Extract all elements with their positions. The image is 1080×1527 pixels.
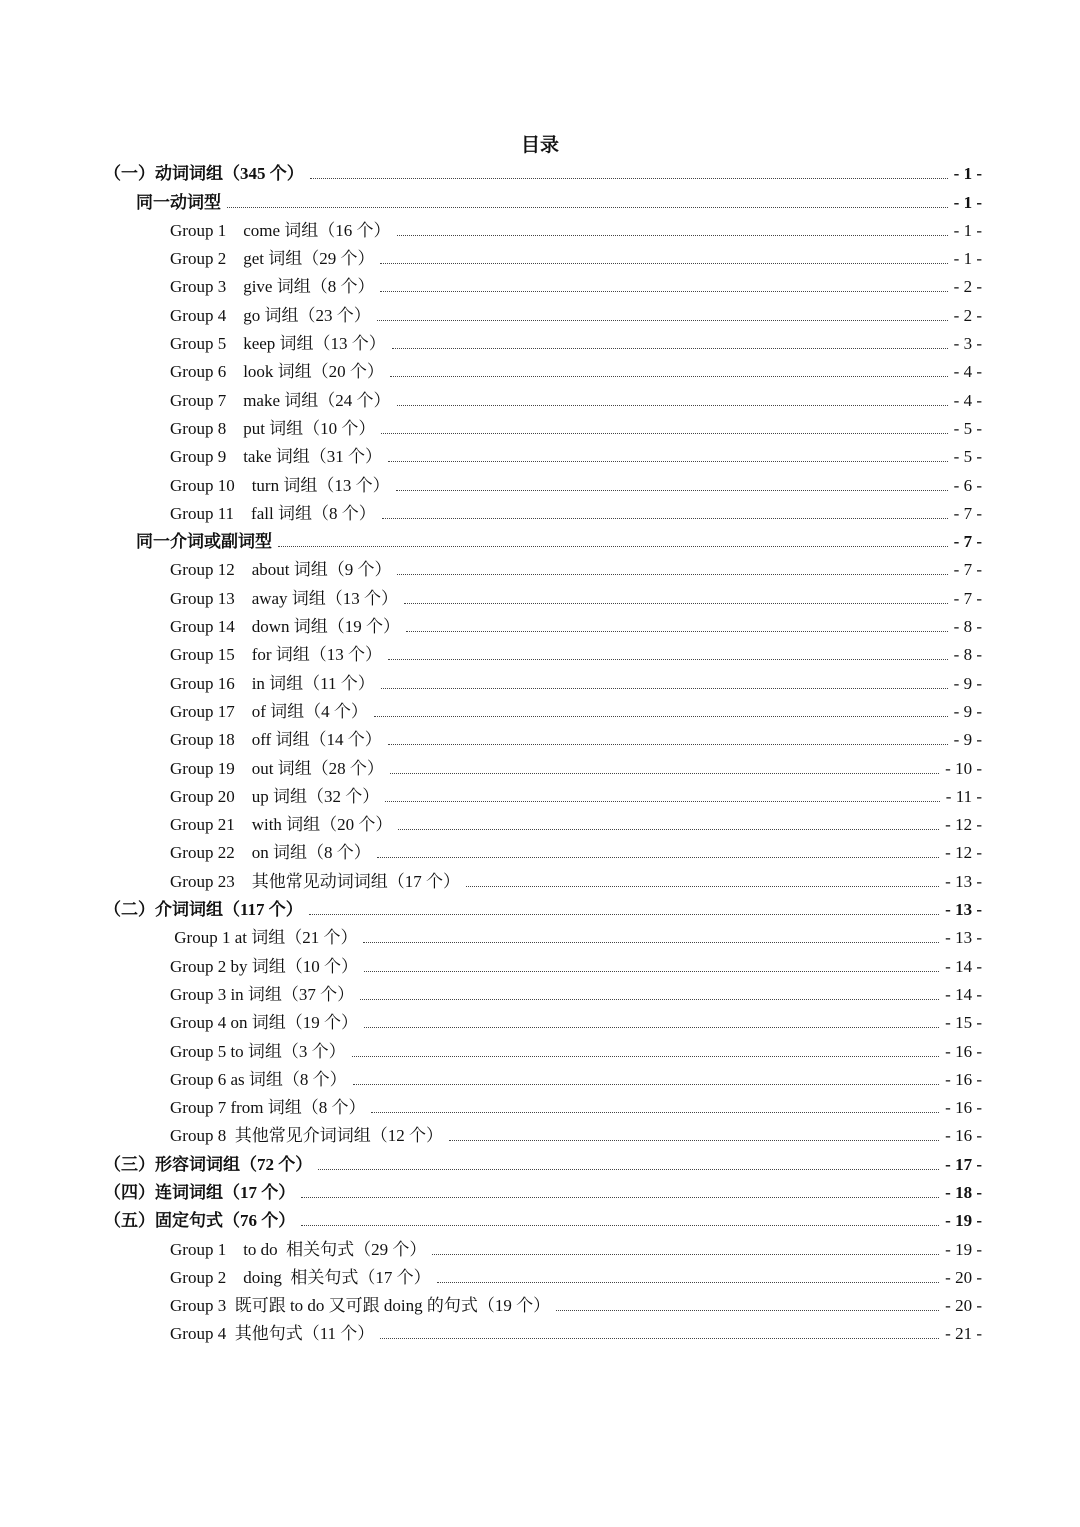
toc-dot-leader: [301, 1225, 939, 1226]
toc-group-entry[interactable]: [0, 951, 1080, 979]
toc-dot-leader: [397, 405, 948, 406]
toc-dot-leader: [397, 235, 948, 236]
toc-entry-label: （二）介词词组（117 个）: [104, 900, 303, 920]
toc-dot-leader: [318, 1169, 939, 1170]
toc-entry-label: Group 20 up 词组（32 个）: [170, 786, 380, 806]
toc-dot-leader: [432, 1254, 939, 1255]
toc-dot-leader: [381, 688, 948, 689]
toc-group-entry[interactable]: [0, 866, 1080, 894]
toc-entry-label: Group 8 其他常见介词词组（12 个）: [170, 1126, 443, 1146]
toc-entry-label: Group 12 about 词组（9 个）: [170, 560, 392, 580]
toc-entry-label: Group 3 give 词组（8 个）: [170, 277, 375, 297]
toc-entry-label: Group 5 keep 词组（13 个）: [170, 334, 386, 354]
toc-dot-leader: [385, 801, 940, 802]
toc-group-entry[interactable]: [0, 725, 1080, 753]
toc-entry-label: Group 6 as 词组（8 个）: [170, 1069, 347, 1089]
toc-entry-label: （三）形容词词组（72 个）: [104, 1154, 313, 1174]
toc-dot-leader: [374, 716, 948, 717]
toc-dot-leader: [396, 490, 948, 491]
toc-group-entry[interactable]: [0, 1121, 1080, 1149]
toc-subsection-entry[interactable]: [0, 527, 1080, 555]
toc-entry-label: （五）固定句式（76 个）: [104, 1211, 296, 1231]
toc-entry-label: Group 14 down 词组（19 个）: [170, 617, 400, 637]
toc-section-entry[interactable]: [0, 895, 1080, 923]
toc-group-entry[interactable]: [0, 357, 1080, 385]
toc-entry-label: Group 16 in 词组（11 个）: [170, 673, 375, 693]
toc-group-entry[interactable]: [0, 697, 1080, 725]
toc-entry-label: Group 13 away 词组（13 个）: [170, 588, 399, 608]
toc-group-entry[interactable]: [0, 1036, 1080, 1064]
toc-entry-label: Group 18 off 词组（14 个）: [170, 730, 382, 750]
toc-page-number: - 7 -: [953, 560, 982, 580]
toc-page-number: - 8 -: [953, 645, 982, 665]
toc-page-number: - 9 -: [953, 701, 982, 721]
toc-page-number: - 12 -: [945, 815, 982, 835]
toc-page-number: - 7 -: [953, 532, 982, 552]
toc-dot-leader: [380, 263, 947, 264]
toc-entry-label: Group 4 其他句式（11 个）: [170, 1324, 375, 1344]
toc-page-number: - 13 -: [945, 928, 982, 948]
toc-group-entry[interactable]: [0, 1319, 1080, 1347]
toc-group-entry[interactable]: [0, 499, 1080, 527]
toc-page-number: - 9 -: [953, 730, 982, 750]
toc-section-entry[interactable]: [0, 1149, 1080, 1177]
toc-page-number: - 16 -: [945, 1126, 982, 1146]
toc-page-number: - 11 -: [945, 786, 982, 806]
toc-group-entry[interactable]: [0, 1008, 1080, 1036]
toc-group-entry[interactable]: [0, 414, 1080, 442]
toc-entry-label: Group 10 turn 词组（13 个）: [170, 475, 390, 495]
toc-dot-leader: [377, 857, 939, 858]
toc-dot-leader: [364, 971, 939, 972]
toc-dot-leader: [360, 999, 939, 1000]
toc-entry-label: Group 21 with 词组（20 个）: [170, 815, 393, 835]
toc-group-entry[interactable]: [0, 555, 1080, 583]
toc-page-number: - 10 -: [945, 758, 982, 778]
toc-page-number: - 7 -: [953, 588, 982, 608]
toc-dot-leader: [449, 1140, 939, 1141]
toc-entry-label: Group 1 to do 相关句式（29 个）: [170, 1239, 427, 1259]
toc-section-entry[interactable]: [0, 1178, 1080, 1206]
toc-group-entry[interactable]: [0, 1263, 1080, 1291]
toc-dot-leader: [390, 773, 939, 774]
toc-page-number: - 19 -: [945, 1239, 982, 1259]
toc-page-number: - 20 -: [945, 1267, 982, 1287]
toc-dot-leader: [381, 433, 947, 434]
toc-page-number: - 2 -: [953, 305, 982, 325]
toc-dot-leader: [398, 829, 939, 830]
toc-entry-label: Group 2 by 词组（10 个）: [170, 956, 358, 976]
toc-page-number: - 16 -: [945, 1069, 982, 1089]
toc-entry-label: Group 9 take 词组（31 个）: [170, 447, 383, 467]
toc-page-number: - 20 -: [945, 1296, 982, 1316]
toc-page-number: - 5 -: [953, 447, 982, 467]
toc-dot-leader: [556, 1310, 939, 1311]
toc-page-number: - 6 -: [953, 475, 982, 495]
toc-entry-label: Group 23 其他常见动词词组（17 个）: [170, 871, 460, 891]
toc-page-number: - 7 -: [953, 503, 982, 523]
toc-page-number: - 13 -: [945, 871, 982, 891]
toc-group-entry[interactable]: [0, 272, 1080, 300]
toc-entry-label: Group 11 fall 词组（8 个）: [170, 503, 376, 523]
toc-dot-leader: [371, 1112, 939, 1113]
toc-page-number: - 8 -: [953, 617, 982, 637]
toc-entry-label: Group 3 in 词组（37 个）: [170, 984, 355, 1004]
toc-group-entry[interactable]: [0, 810, 1080, 838]
toc-page-number: - 5 -: [953, 418, 982, 438]
toc-group-entry[interactable]: [0, 442, 1080, 470]
toc-entry-label: Group 1 come 词组（16 个）: [170, 220, 391, 240]
toc-page-number: - 17 -: [945, 1154, 982, 1174]
toc-dot-leader: [310, 178, 948, 179]
toc-dot-leader: [352, 1056, 940, 1057]
toc-group-entry[interactable]: [0, 1065, 1080, 1093]
toc-section-entry[interactable]: [0, 1206, 1080, 1234]
toc-entry-label: Group 19 out 词组（28 个）: [170, 758, 384, 778]
toc-group-entry[interactable]: [0, 753, 1080, 781]
toc-dot-leader: [227, 207, 948, 208]
toc-subsection-entry[interactable]: [0, 187, 1080, 215]
toc-dot-leader: [466, 886, 939, 887]
toc-title: 目录: [520, 135, 559, 156]
toc-entry-label: Group 7 from 词组（8 个）: [170, 1098, 366, 1118]
toc-dot-leader: [397, 574, 947, 575]
toc-group-entry[interactable]: [0, 300, 1080, 328]
toc-group-entry[interactable]: [0, 923, 1080, 951]
toc-page-number: - 15 -: [945, 1013, 982, 1033]
toc-entry-label: 同一动词型: [136, 192, 221, 212]
toc-dot-leader: [377, 320, 948, 321]
toc-section-entry[interactable]: [0, 159, 1080, 187]
toc-group-entry[interactable]: [0, 838, 1080, 866]
toc-group-entry[interactable]: [0, 668, 1080, 696]
toc-dot-leader: [301, 1197, 939, 1198]
toc-entry-label: Group 1 at 词组（21 个）: [170, 928, 358, 948]
toc-page-number: - 16 -: [945, 1041, 982, 1061]
toc-entry-label: Group 2 get 词组（29 个）: [170, 249, 375, 269]
toc-dot-leader: [380, 1338, 939, 1339]
toc-entry-label: Group 17 of 词组（4 个）: [170, 701, 368, 721]
toc-group-entry[interactable]: [0, 1093, 1080, 1121]
toc-page-number: - 1 -: [953, 164, 982, 184]
toc-dot-leader: [437, 1282, 940, 1283]
toc-page-number: - 1 -: [953, 249, 982, 269]
toc-page-number: - 2 -: [953, 277, 982, 297]
toc-entry-label: Group 7 make 词组（24 个）: [170, 390, 391, 410]
toc-dot-leader: [406, 631, 948, 632]
toc-page-number: - 14 -: [945, 984, 982, 1004]
toc-group-entry[interactable]: [0, 583, 1080, 611]
toc-entry-label: Group 6 look 词组（20 个）: [170, 362, 384, 382]
toc-page-number: - 4 -: [953, 362, 982, 382]
toc-group-entry[interactable]: [0, 1291, 1080, 1319]
toc-dot-leader: [363, 942, 939, 943]
toc-page-number: - 12 -: [945, 843, 982, 863]
toc-entry-label: Group 4 go 词组（23 个）: [170, 305, 371, 325]
toc-page-number: - 13 -: [945, 900, 982, 920]
toc-entry-label: Group 2 doing 相关句式（17 个）: [170, 1267, 431, 1287]
toc-dot-leader: [364, 1027, 939, 1028]
toc-dot-leader: [388, 744, 948, 745]
toc-page-number: - 1 -: [953, 192, 982, 212]
toc-page-number: - 3 -: [953, 334, 982, 354]
toc-entry-label: Group 4 on 词组（19 个）: [170, 1013, 358, 1033]
toc-page-number: - 9 -: [953, 673, 982, 693]
toc-group-entry[interactable]: [0, 980, 1080, 1008]
toc-entry-label: Group 5 to 词组（3 个）: [170, 1041, 346, 1061]
toc-entry-label: Group 3 既可跟 to do 又可跟 doing 的句式（19 个）: [170, 1296, 551, 1316]
toc-dot-leader: [390, 376, 948, 377]
toc-entry-label: Group 15 for 词组（13 个）: [170, 645, 383, 665]
toc-dot-leader: [388, 461, 948, 462]
toc-group-entry[interactable]: [0, 640, 1080, 668]
toc-page-number: - 19 -: [945, 1211, 982, 1231]
toc-group-entry[interactable]: [0, 329, 1080, 357]
toc-page-number: - 14 -: [945, 956, 982, 976]
toc-dot-leader: [353, 1084, 940, 1085]
toc-group-entry[interactable]: [0, 470, 1080, 498]
toc-group-entry[interactable]: [0, 216, 1080, 244]
toc-dot-leader: [380, 291, 947, 292]
toc-group-entry[interactable]: [0, 1234, 1080, 1262]
toc-dot-leader: [382, 518, 948, 519]
toc-entry-label: Group 22 on 词组（8 个）: [170, 843, 371, 863]
toc-page-number: - 16 -: [945, 1098, 982, 1118]
toc-dot-leader: [404, 603, 948, 604]
toc-dot-leader: [388, 659, 948, 660]
toc-group-entry[interactable]: [0, 782, 1080, 810]
toc-group-entry[interactable]: [0, 244, 1080, 272]
toc-entry-label: （一）动词词组（345 个）: [104, 164, 304, 184]
toc-entry-label: 同一介词或副词型: [136, 532, 272, 552]
toc-group-entry[interactable]: [0, 612, 1080, 640]
toc-page-number: - 4 -: [953, 390, 982, 410]
table-of-contents: [0, 159, 1080, 1347]
toc-page-number: - 21 -: [945, 1324, 982, 1344]
toc-group-entry[interactable]: [0, 385, 1080, 413]
toc-page-number: - 18 -: [945, 1182, 982, 1202]
toc-entry-label: （四）连词词组（17 个）: [104, 1182, 296, 1202]
toc-page-number: - 1 -: [953, 220, 982, 240]
toc-dot-leader: [278, 546, 948, 547]
toc-dot-leader: [392, 348, 948, 349]
toc-dot-leader: [309, 914, 939, 915]
toc-entry-label: Group 8 put 词组（10 个）: [170, 418, 376, 438]
